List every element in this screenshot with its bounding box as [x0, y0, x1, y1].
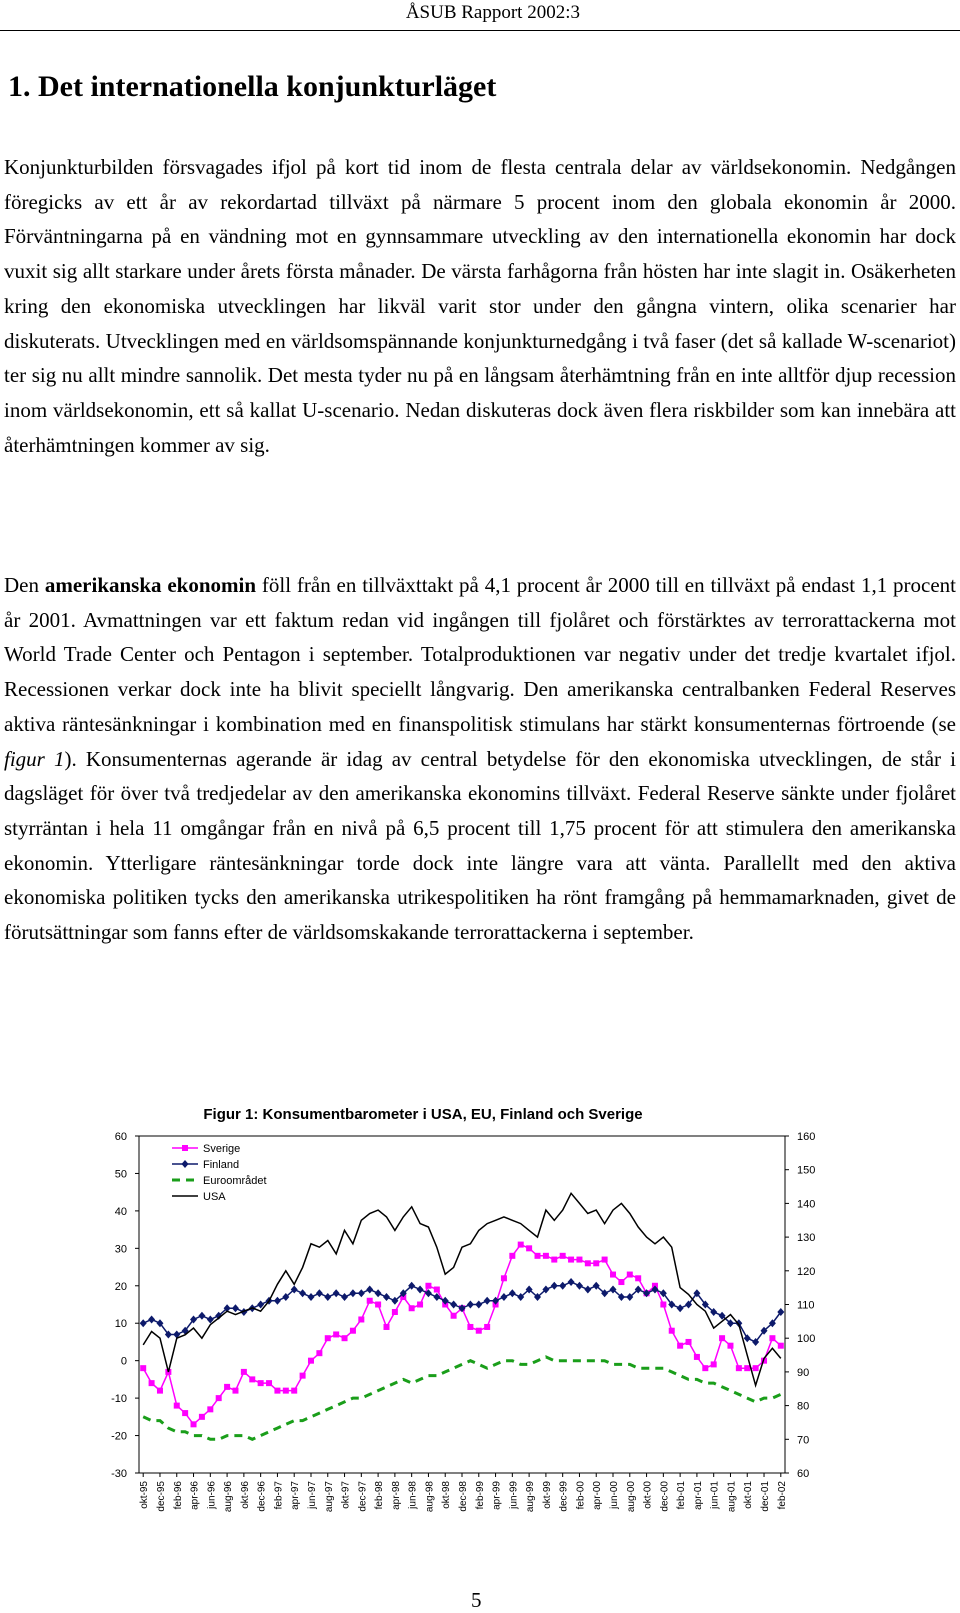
right-tick-label: 120 [797, 1265, 816, 1278]
sverige-point [467, 1324, 473, 1330]
x-tick-label: feb-00 [575, 1481, 587, 1510]
sverige-point [686, 1339, 692, 1345]
finland-point [324, 1293, 331, 1301]
sverige-point [551, 1257, 557, 1263]
x-tick-label: okt-99 [541, 1481, 553, 1509]
consumer-barometer-chart [90, 1100, 870, 1560]
left-tick-label: 30 [114, 1243, 127, 1256]
sverige-point [383, 1324, 389, 1330]
series-line-usa [143, 1193, 781, 1385]
sverige-point [367, 1298, 373, 1304]
x-tick-label: dec-98 [458, 1481, 469, 1512]
finland-point [316, 1289, 323, 1297]
x-tick-label: jun-98 [407, 1481, 419, 1509]
sverige-point [199, 1414, 205, 1420]
sverige-point [451, 1313, 457, 1319]
legend [172, 1143, 267, 1203]
emphasis-amerikanska-ekonomin: amerikanska ekonomin [44, 573, 257, 597]
sverige-point [677, 1343, 683, 1349]
sverige-point [627, 1272, 633, 1278]
x-tick-label: aug-97 [323, 1481, 335, 1513]
sverige-point [610, 1272, 616, 1278]
x-tick-label: jun-96 [206, 1481, 218, 1509]
sverige-point [753, 1365, 759, 1371]
sverige-point [476, 1328, 482, 1334]
finland-point [333, 1289, 340, 1297]
sverige-point [744, 1365, 750, 1371]
x-tick-label: feb-99 [474, 1481, 486, 1510]
sverige-point [484, 1324, 490, 1330]
sverige-point [207, 1406, 213, 1412]
x-tick-label: aug-99 [525, 1481, 537, 1513]
sverige-point [266, 1380, 272, 1386]
sverige-point [258, 1380, 264, 1386]
sverige-point [325, 1335, 331, 1341]
legend-label: Finland [203, 1159, 240, 1171]
sverige-point [300, 1373, 306, 1379]
right-tick-label: 110 [797, 1299, 815, 1312]
page-number: 5 [471, 1588, 482, 1612]
page-header [0, 0, 960, 31]
sverige-point [736, 1365, 742, 1371]
finland-point [467, 1301, 474, 1309]
x-tick-label: apr-99 [491, 1481, 503, 1510]
sverige-point [593, 1260, 599, 1266]
sverige-point [241, 1369, 247, 1375]
x-tick-label: okt-96 [239, 1481, 251, 1509]
sverige-point [392, 1309, 398, 1315]
finland-point [559, 1282, 566, 1290]
finland-point [299, 1289, 306, 1297]
finland-point [274, 1297, 281, 1305]
x-tick-label: feb-02 [776, 1481, 788, 1510]
sverige-point [308, 1358, 314, 1364]
report-id: ÅSUB Rapport 2002:3 [405, 2, 580, 23]
series-line-euroomr-det [143, 1357, 781, 1439]
legend-label: USA [203, 1191, 226, 1203]
paragraph-usa-part1: Den [4, 573, 45, 597]
x-tick-label: dec-01 [760, 1481, 772, 1512]
x-tick-label: aug-98 [424, 1481, 436, 1513]
left-tick-label: 10 [114, 1318, 127, 1331]
left-tick-label: -20 [111, 1430, 127, 1443]
finland-point [509, 1289, 516, 1297]
sverige-point [769, 1335, 775, 1341]
legend-marker [182, 1145, 188, 1151]
sverige-point [157, 1388, 163, 1394]
right-tick-label: 60 [797, 1468, 810, 1480]
x-tick-label: apr-98 [390, 1481, 402, 1510]
x-tick-label: okt-00 [642, 1481, 654, 1509]
sverige-point [249, 1376, 255, 1382]
x-tick-label: dec-95 [155, 1481, 167, 1512]
left-tick-label: 0 [120, 1355, 127, 1368]
x-tick-label: apr-00 [592, 1481, 604, 1510]
x-tick-label: apr-01 [692, 1481, 704, 1510]
sverige-point [274, 1388, 280, 1394]
sverige-point [727, 1343, 733, 1349]
right-tick-label: 140 [797, 1198, 816, 1211]
paragraph-intro: Konjunkturbilden försvagades ifjol på kort tid inom de flesta centrala delar av världsekonomin. Nedgången föregicks av ett år av rekordartad tillväxt på närmare 5 procent inom den globala ekonomin år 2000. Förväntningarna på en vändning mot en gynnsammare utveckling av den internationella ekonomin har dock vuxit sig allt starkare under årets första månader. De värsta farhågorna från hösten har inte slagit in. Osäkerheten kring den ekonomiska utvecklingen har likväl varit stor under den gångna vintern, olika scenarier har diskuterats. Utvecklingen med en världsomspännande konjunkturnedgång i två faser (det så kallade W-scenariot) ter sig nu allt mindre sannolik. Det mesta tyder nu på en långsam återhämtning från en inte alltför djup recession inom världsekonomin, ett så kallat U-scenario. Nedan diskuteras dock även flera riskbilder som kan innebära att återhämtningen kommer av sig. [4, 155, 956, 457]
finland-point [148, 1315, 155, 1323]
sverige-point [425, 1283, 431, 1289]
finland-point [584, 1286, 591, 1294]
sverige-point [518, 1242, 524, 1248]
finland-point [450, 1301, 457, 1309]
right-tick-label: 150 [797, 1164, 816, 1177]
sverige-point [149, 1380, 155, 1386]
finland-point [307, 1293, 314, 1301]
sverige-point [182, 1410, 188, 1416]
finland-point [349, 1289, 356, 1297]
sverige-point [585, 1260, 591, 1266]
paragraph-usa [4, 568, 956, 950]
finland-point [475, 1301, 482, 1309]
x-tick-label: dec-00 [659, 1481, 671, 1512]
x-tick-label: jun-99 [508, 1481, 520, 1509]
x-tick-label: feb-01 [676, 1481, 688, 1510]
sverige-point [409, 1305, 415, 1311]
chart-title: Figur 1: Konsumentbarometer i USA, EU, Finland och Sverige [203, 1106, 643, 1123]
sverige-point [694, 1354, 700, 1360]
x-tick-label: jun-97 [306, 1481, 318, 1509]
sverige-point [417, 1302, 423, 1308]
sverige-point [560, 1253, 566, 1259]
sverige-point [283, 1388, 289, 1394]
x-tick-label: feb-98 [374, 1481, 386, 1510]
finland-point [677, 1304, 684, 1312]
left-tick-label: 50 [114, 1168, 127, 1181]
sverige-point [635, 1275, 641, 1281]
finland-point [366, 1286, 373, 1294]
x-tick-label: aug-00 [625, 1481, 637, 1513]
section-title: 1. Det internationella konjunkturläget [8, 70, 497, 103]
sverige-point [576, 1257, 582, 1263]
x-tick-label: jun-00 [609, 1481, 621, 1509]
sverige-point [543, 1253, 549, 1259]
sverige-point [224, 1384, 230, 1390]
sverige-point [509, 1253, 515, 1259]
finland-point [341, 1293, 348, 1301]
right-tick-label: 90 [797, 1366, 810, 1379]
left-tick-label: 40 [114, 1205, 127, 1218]
sverige-point [568, 1257, 574, 1263]
sverige-point [342, 1335, 348, 1341]
finland-point [484, 1297, 491, 1305]
finland-point [383, 1293, 390, 1301]
legend-marker [182, 1160, 189, 1168]
left-axis [111, 1131, 139, 1480]
left-tick-label: -30 [111, 1468, 127, 1480]
sverige-point [669, 1328, 675, 1334]
sverige-point [526, 1245, 532, 1251]
x-tick-label: dec-97 [357, 1481, 369, 1512]
sverige-point [660, 1302, 666, 1308]
right-tick-label: 160 [797, 1131, 816, 1143]
series-layer [140, 1193, 785, 1439]
right-tick-label: 70 [797, 1434, 810, 1447]
series-line-sverige [143, 1245, 781, 1425]
right-axis [785, 1131, 815, 1480]
figure-reference: figur 1 [4, 746, 65, 771]
sverige-point [191, 1421, 197, 1427]
sverige-point [174, 1403, 180, 1409]
x-axis [139, 1473, 788, 1512]
x-tick-label: feb-97 [273, 1481, 285, 1510]
legend-label: Euroområdet [203, 1175, 267, 1187]
sverige-point [232, 1388, 238, 1394]
finland-point [551, 1282, 558, 1290]
finland-point [232, 1304, 239, 1312]
finland-point [417, 1286, 424, 1294]
x-tick-label: okt-98 [441, 1481, 453, 1509]
right-tick-label: 80 [797, 1400, 810, 1413]
left-tick-label: -10 [111, 1393, 127, 1406]
sverige-point [140, 1365, 146, 1371]
sverige-point [719, 1335, 725, 1341]
sverige-point [434, 1287, 440, 1293]
paragraph-usa-part2: föll från en tillväxttakt på 4,1 procent år 2000 till en tillväxt på endast 1,1 procent år 2001. Avmattningen var ett faktum redan vid ingången till fjolåret och förstärktes av terrorattackerna mot World Trade Center och Pentagon i september. Totalproduktionen var negativ under det tredje kvartalet ifjol. Recessionen verkar dock inte ha blivit speciellt långvarig. Den amerikanska centralbanken Federal Reserves aktiva räntesänkningar i kombination med en finanspolitisk stimulans har stärkt konsumenternas förtroende (se [4, 573, 957, 736]
sverige-point [316, 1350, 322, 1356]
sverige-point [501, 1275, 507, 1281]
paragraph-usa-part3: ). Konsumenternas agerande är idag av central betydelse för den ekonomiska utvecklingen, de står i dagsläget för över två tredjedelar av den amerikanska ekonomins tillväxt. Federal Reserve sänkte under fjolåret styrräntan i hela 11 omgångar från en nivå på 6,5 procent till 1,75 procent för att stimulera den amerikanska ekonomin. Ytterligare räntesänkningar torde dock inte längre vara att vänta. Parallellt med den aktiva ekonomiska politiken tycks den amerikanska utrikespolitiken ha rönt framgång på hemmamarknaden, givet de förutsättningar som fanns efter de världsomskakande terrorattackerna i september. [4, 746, 957, 945]
sverige-point [618, 1279, 624, 1285]
legend-label: Sverige [203, 1143, 241, 1155]
sverige-point [358, 1316, 364, 1322]
sverige-point [535, 1253, 541, 1259]
finland-point [500, 1293, 507, 1301]
sverige-point [602, 1257, 608, 1263]
finland-point [568, 1278, 575, 1286]
finland-point [576, 1282, 583, 1290]
sverige-point [778, 1343, 784, 1349]
x-tick-label: aug-96 [223, 1481, 235, 1513]
x-tick-label: okt-97 [340, 1481, 352, 1509]
x-tick-label: apr-96 [189, 1481, 201, 1510]
x-tick-label: okt-01 [743, 1481, 755, 1509]
right-tick-label: 130 [797, 1232, 816, 1245]
left-tick-label: 60 [114, 1131, 127, 1143]
finland-point [140, 1319, 147, 1327]
x-tick-label: dec-99 [558, 1481, 570, 1512]
x-tick-label: dec-96 [256, 1481, 268, 1512]
sverige-point [375, 1302, 381, 1308]
x-tick-label: okt-95 [139, 1481, 151, 1509]
sverige-point [216, 1395, 222, 1401]
finland-point [358, 1289, 365, 1297]
x-tick-label: aug-01 [726, 1481, 738, 1513]
sverige-point [702, 1365, 708, 1371]
x-tick-label: feb-96 [172, 1481, 184, 1510]
right-tick-label: 100 [797, 1333, 816, 1346]
x-tick-label: jun-01 [709, 1481, 721, 1509]
left-tick-label: 20 [114, 1280, 127, 1293]
finland-point [375, 1289, 382, 1297]
sverige-point [350, 1328, 356, 1334]
x-tick-label: apr-97 [290, 1481, 302, 1510]
finland-point [198, 1312, 205, 1320]
sverige-point [711, 1361, 717, 1367]
sverige-point [333, 1331, 339, 1337]
sverige-point [291, 1388, 297, 1394]
